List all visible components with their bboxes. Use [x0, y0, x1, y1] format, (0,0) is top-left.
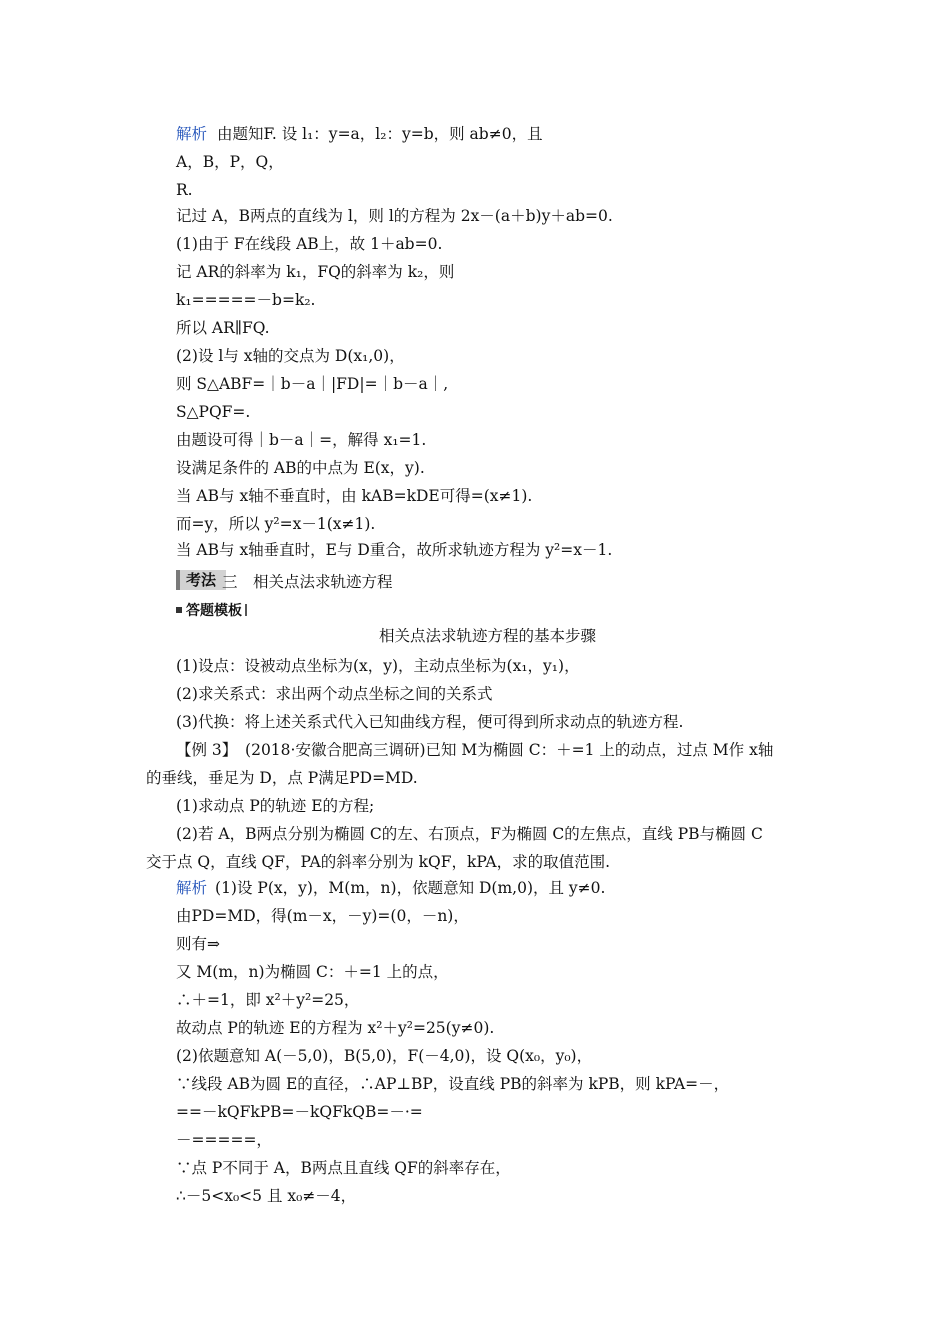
solution-label: 解析 [176, 879, 208, 897]
template-label [176, 602, 247, 620]
square-bullet-icon [176, 607, 182, 613]
solution-line-4: 又 M(m，n)为椭圆 C：＋=1 上的点， [176, 963, 449, 981]
analysis-line-11: S△PQF=. [176, 403, 251, 421]
solution-text: (1)设 P(x，y)，M(m，n)，依题意知 D(m,0)，且 y≠0. [215, 879, 606, 897]
solution-line-9: ==－kQFkPB=－kQFkQB=－·= [176, 1103, 423, 1121]
solution-line-5: ∴＋=1，即 x²＋y²=25， [176, 991, 360, 1009]
analysis-line-7: k₁=====－b=k₂. [176, 291, 316, 309]
analysis-line-15: 而=y，所以 y²=x－1(x≠1). [176, 515, 376, 533]
solution-line-12: ∴－5<x₀<5 且 x₀≠－4， [176, 1187, 357, 1205]
step-1: (1)设点：设被动点坐标为(x，y)，主动点坐标为(x₁，y₁)， [176, 657, 580, 675]
example-line-2: 的垂线，垂足为 D，点 P满足PD=MD. [146, 769, 418, 787]
analysis-line-14: 当 AB与 x轴不垂直时，由 kAB=kDE可得=(x≠1). [176, 487, 533, 505]
analysis-text: 由题知F. 设 l₁：y=a，l₂：y=b，则 ab≠0，且 [217, 125, 543, 143]
analysis-line-5: (1)由于 F在线段 AB上，故 1＋ab=0. [176, 235, 443, 253]
solution-line-2: 由PD=MD，得(m－x，－y)=(0，－n)， [176, 907, 469, 925]
example-line-4: (2)若 A，B两点分别为椭圆 C的左、右顶点，F为椭圆 C的左焦点，直线 PB与椭圆 C [176, 825, 763, 843]
analysis-line-6: 记 AR的斜率为 k₁，FQ的斜率为 k₂，则 [176, 263, 455, 281]
example-line-1: 【例 3】 (2018·安徽合肥高三调研)已知 M为椭圆 C：＋=1 上的动点，过点 M作 x轴 [176, 741, 774, 759]
solution-line-11: ∵点 P不同于 A，B两点且直线 QF的斜率存在， [176, 1159, 511, 1177]
example-line-5: 交于点 Q，直线 QF，PA的斜率分别为 kQF，kPA，求的取值范围. [146, 853, 611, 871]
analysis-label: 解析 [176, 125, 208, 143]
section-badge [176, 570, 226, 590]
analysis-line-1 [176, 124, 543, 144]
analysis-line-13: 设满足条件的 AB的中点为 E(x，y). [176, 459, 425, 477]
bar-icon [245, 604, 247, 616]
analysis-line-10: 则 S△ABF=｜b－a｜|FD|=｜b－a｜, [176, 375, 449, 393]
step-2: (2)求关系式：求出两个动点坐标之间的关系式 [176, 685, 493, 703]
example-line-3: (1)求动点 P的轨迹 E的方程; [176, 797, 375, 815]
analysis-line-4: 记过 A，B两点的直线为 l，则 l的方程为 2x－(a＋b)y＋ab=0. [176, 207, 613, 225]
template-heading: 相关点法求轨迹方程的基本步骤 [379, 627, 597, 645]
analysis-line-12: 由题设可得｜b－a｜=，解得 x₁=1. [176, 431, 427, 449]
analysis-line-16: 当 AB与 x轴垂直时，E与 D重合，故所求轨迹方程为 y²=x－1. [176, 541, 613, 559]
analysis-line-9: (2)设 l与 x轴的交点为 D(x₁,0)， [176, 347, 405, 365]
analysis-line-3: R. [176, 181, 193, 199]
section-title: 三 相关点法求轨迹方程 [222, 573, 393, 591]
solution-line-1 [176, 878, 605, 898]
solution-line-7: (2)依题意知 A(－5,0)，B(5,0)，F(－4,0)，设 Q(x₀，y₀)， [176, 1047, 593, 1065]
analysis-line-8: 所以 AR∥FQ. [176, 319, 270, 337]
solution-line-3: 则有⇒ [176, 935, 220, 953]
solution-line-8: ∵线段 AB为圆 E的直径，∴AP⊥BP，设直线 PB的斜率为 kPB，则 kPA=－， [176, 1075, 730, 1093]
section-badge-text: 考法 [186, 571, 217, 589]
step-3: (3)代换：将上述关系式代入已知曲线方程，便可得到所求动点的轨迹方程. [176, 713, 684, 731]
template-label-text: 答题模板 [186, 603, 242, 619]
analysis-line-2: A，B，P，Q， [176, 153, 284, 171]
solution-line-10: －=====， [176, 1131, 272, 1149]
solution-line-6: 故动点 P的轨迹 E的方程为 x²＋y²=25(y≠0). [176, 1019, 495, 1037]
